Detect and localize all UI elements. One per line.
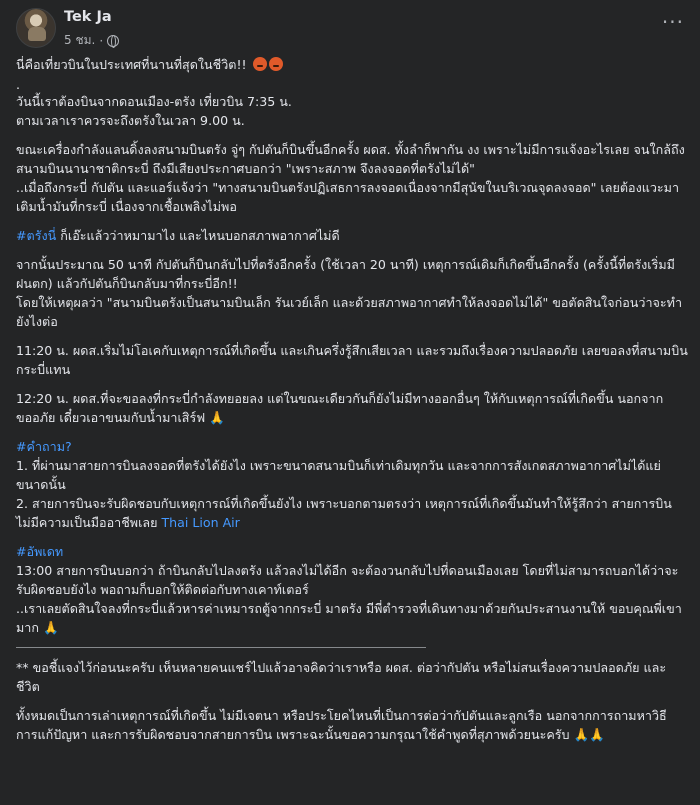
more-options-icon[interactable]: ··· xyxy=(661,10,684,34)
paragraph-1120: 11:20 น. ผดส.เริ่มไม่โอเคกับเหตุการณ์ที่เกิดขึ้น และเกินครึ่งรู้สึกเสียเวลา และรวมถึงเรื่องความปลอดภัย เลยขอลงที่สนามบินกระบี่แทน xyxy=(16,343,688,377)
hashtag-link[interactable]: #คำถาม? xyxy=(16,439,72,454)
paragraph-second-attempt: จากนั้นประมาณ 50 นาที กัปตันก็บินกลับไปที่ตรังอีกครั้ง (ใช้เวลา 20 นาที) เหตุการณ์เดิมก็เกิดขึ้นอีกครั้ง (ครั้งนี้ที่ตรังเริ่มมีฝนตก) แล้วกัปตันก็บินกลับมาที่กระบี่อีก!! โดยให้เหตุผลว่า "สนามบินตรังเป็นสนามบินเล็ก รันเวย์เล็ก และด้วยสภาพอากาศทำให้ลงจอดไม่ได้" ขอตัดสินใจก่อนว่าจะทำยังไงต่อ xyxy=(16,257,683,329)
paragraph-closing: ทั้งหมดเป็นการเล่าเหตุการณ์ที่เกิดขึ้น ไม่มีเจตนา หรือประโยคไหนที่เป็นการต่อว่ากัปตันและลูกเรือ นอกจากการถามหาวิธีการแก้ปัญหา และการรับผิดชอบจากสายการบิน เพราะฉะนั้นขอความกรุณาใช้คำพูดที่สุภาพด้วยนะครับ 🙏🙏 xyxy=(16,708,667,742)
flight-info: วันนี้เราต้องบินจากดอนเมือง-ตรัง เที่ยวบิน 7:35 น. ตามเวลาเราควรจะถึงตรังในเวลา 9.00 น. xyxy=(16,94,292,128)
paragraph-landing: ขณะเครื่องกำลังแลนดิ้งลงสนามบินตรัง จู่ๆ กัปตันก็บินขึ้นอีกครั้ง ผดส. ทั้งลำก็พากัน งง เพราะไม่มีการแจ้งอะไรเลย จนใกล้ถึงสนามบินนานาชาติกระบี่ ถึงมีเสียงประกาศบอกว่า "เพราะสภาพ จึงลงจอดที่ตรังไม่ได้" ..เมื่อถึงกระบี่ กัปตัน และแอร์แจ้งว่า "ทางสนามบินตรังปฏิเสธการลงจอดเนื่องจากมีสุนัขในบริเวณจุดลงจอด" เลยต้องแวะมาเติมน้ำมันที่กระบี่ เนื่องจากเชื้อเพลิงไม่พอ xyxy=(16,142,685,214)
headline-text: นี่คือเที่ยวบินในประเทศที่นานที่สุดในชีวิต!! xyxy=(16,57,251,72)
paragraph-clarification: ** ขอชี้แจงไว้ก่อนนะครับ เห็นหลายคนแชร์ไปแล้วอาจคิดว่าเราหรือ ผดส. ต่อว่ากัปตัน หรือไม่สนเรื่องความปลอดภัย และชีวิต xyxy=(16,660,667,694)
meta-separator: · xyxy=(99,33,104,48)
pray-emoji-icon: 🙏 xyxy=(43,620,59,635)
hashtag-link[interactable]: #ตรังนี่ xyxy=(16,228,57,243)
questions-section: #คำถาม? 1. ที่ผ่านมาสายการบินลงจอดที่ตรังได้ยังไง เพราะขนาดสนามบินก็เท่าเดิมทุกวัน และจากการสังเกตสภาพอากาศไม่ได้แย่ขนาดนั้น 2. สายการบินจะรับผิดชอบกับเหตุการณ์ที่เกิดขึ้นยังไง เพราะบอกตามตรงว่า เหตุการณ์ที่เกิดขึ้นมันทำให้รู้สึกว่า สายการบินไม่มีความเป็นมืออาชีพเลย Thai Lion Air xyxy=(16,439,672,530)
avatar[interactable] xyxy=(16,8,56,48)
post-header xyxy=(16,8,688,48)
paragraph-1220: 12:20 น. ผดส.ที่จะขอลงที่กระบี่กำลังทยอยลง แต่ในขณะเดียวกันก็ยังไม่มีทางออกอื่นๆ ให้กับเหตุการณ์ที่เกิดขึ้น นอกจากขออภัย เดี๋ยวเอาขนมกับน้ำมาเสิร์ฟ 🙏 xyxy=(16,391,664,425)
update-section: #อัพเดท 13:00 สายการบินบอกว่า ถ้าบินกลับไปลงตรัง แล้วลงไม่ได้อีก จะต้องวนกลับไปที่ดอนเมืองเลย โดยที่ไม่สามารถบอกได้ว่าจะรับผิดชอบยังไง พอถามก็บอกให้ติดต่อกับทางเคาท์เตอร์ ..เราเลยตัดสินใจลงที่กระบี่แล้วหารค่าเหมารถตู้จากกระบี่ มาตรัง มีพี่ตำรวจที่เดินทางมาด้วยกันประสานงานให้ ขอบคุณพี่เขามาก 🙏 xyxy=(16,544,682,635)
angry-emoji-icon xyxy=(253,57,267,71)
pray-emoji-icon: 🙏 xyxy=(209,410,225,425)
pray-emoji-icon: 🙏🙏 xyxy=(573,727,605,742)
dot-line: . xyxy=(16,77,21,92)
angry-emoji-icon xyxy=(269,57,283,71)
post-time[interactable]: 5 ชม. xyxy=(64,33,96,47)
post-meta xyxy=(64,31,119,50)
post-body xyxy=(16,55,688,754)
post-intro xyxy=(16,55,688,74)
globe-icon xyxy=(107,35,119,47)
hashtag-link[interactable]: #อัพเดท xyxy=(16,544,64,559)
paragraph-hashtag-trang: #ตรังนี่ ก็เอ๊ะแล้วว่าหมามาไง และไหนบอกสภาพอากาศไม่ดี xyxy=(16,228,340,243)
divider xyxy=(16,647,426,648)
author-name[interactable]: Tek Ja xyxy=(64,9,112,25)
airline-link[interactable]: Thai Lion Air xyxy=(161,515,240,530)
